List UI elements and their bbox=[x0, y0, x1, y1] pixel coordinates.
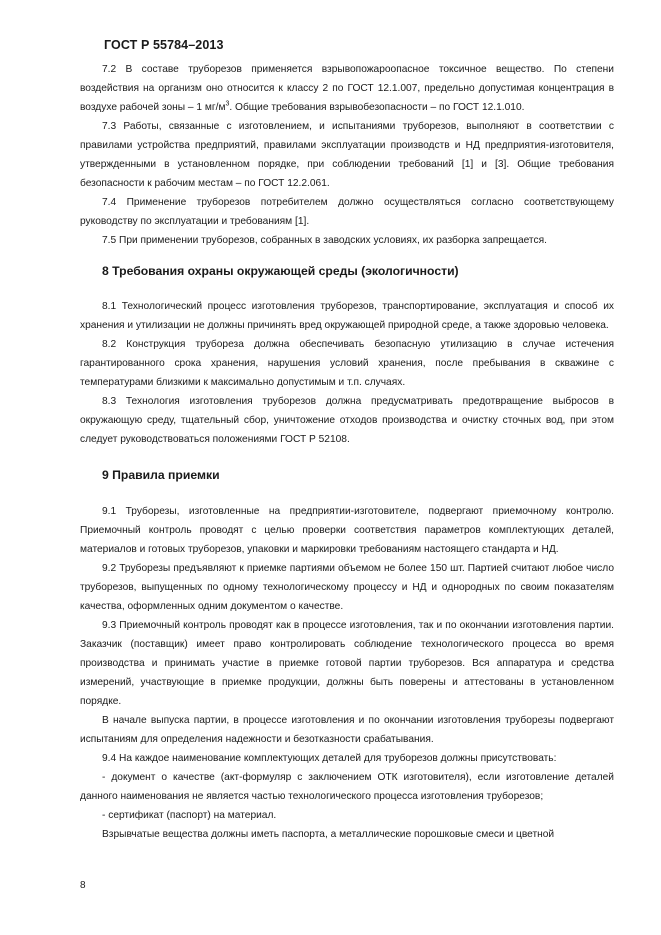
paragraph-8-2: 8.2 Конструкция трубореза должна обеспечивать безопасную утилизацию в случае истечения гарантированного срока хранения, нарушения условий хранения, после пребывания в скважине с температурами близкими к максимально допустимым и т.п. случаях. bbox=[80, 339, 614, 388]
list-item-quality-document: - документ о качестве (акт-формуляр с заключением ОТК изготовителя), если изготовление деталей данного наименования не является частью технологического процесса изготовления труборезов; bbox=[80, 772, 614, 802]
document-header: ГОСТ Р 55784–2013 bbox=[104, 38, 224, 52]
section-9-heading: 9 Правила приемки bbox=[102, 468, 220, 482]
paragraph-9-3: 9.3 Приемочный контроль проводят как в процессе изготовления, так и по окончании изготовления партии. Заказчик (поставщик) имеет право контролировать соблюдение технологического процесса во время производства и принимать участие в приемке готовой партии труборезов. Вся аппаратура и средства измерений, участвующие в приемке продукции, должны быть поверены и аттестованы в установленном порядке. bbox=[80, 620, 614, 707]
list-item-certificate: - сертификат (паспорт) на материал. bbox=[102, 810, 277, 821]
paragraph-7-5: 7.5 При применении труборезов, собранных в заводских условиях, их разборка запрещается. bbox=[102, 235, 547, 246]
paragraph-7-2-text: 7.2 В составе труборезов применяется взрывопожароопасное токсичное вещество. По степени воздействия на организм оно относится к классу 2 по ГОСТ 12.1.007, предельно допустимая концентрация в воздухе рабочей зоны – 1 мг/м bbox=[80, 64, 614, 113]
paragraph-7-3: 7.3 Работы, связанные с изготовлением, и испытаниями труборезов, выполняют в соответствии с правилами устройства предприятий, правилами эксплуатации производств и НД предприятия-изготовителя, утвержденными в установленном порядке, при соблюдении требований [1] и [3]. Общие требования безопасности к рабочим местам – по ГОСТ 12.2.061. bbox=[80, 121, 614, 189]
paragraph-9-3-cont: В начале выпуска партии, в процессе изготовления и по окончании изготовления труборезы подвергают испытаниям для определения надежности и безотказности срабатывания. bbox=[80, 715, 614, 745]
paragraph-9-4: 9.4 На каждое наименование комплектующих деталей для труборезов должны присутствовать: bbox=[102, 753, 557, 764]
page-body bbox=[80, 60, 614, 844]
paragraph-7-2 bbox=[80, 60, 614, 117]
paragraph-explosives: Взрывчатые вещества должны иметь паспорта, а металлические порошковые смеси и цветной bbox=[102, 829, 555, 840]
page-number: 8 bbox=[80, 880, 86, 891]
paragraph-9-2: 9.2 Труборезы предъявляют к приемке партиями объемом не более 150 шт. Партией считают любое число труборезов, выпущенных по одному технологическому процессу и НД и однородных по своим показателям качества, оформленных одним документом о качестве. bbox=[80, 563, 614, 612]
paragraph-7-4: 7.4 Применение труборезов потребителем должно осуществляться согласно соответствующему руководству по эксплуатации и требованиям [1]. bbox=[80, 197, 614, 227]
section-8-heading: 8 Требования охраны окружающей среды (экологичности) bbox=[102, 264, 459, 278]
paragraph-8-1: 8.1 Технологический процесс изготовления труборезов, транспортирование, эксплуатация и способ их хранения и утилизации не должны причинять вред окружающей природной среде, а также здоровью человека. bbox=[80, 301, 614, 331]
superscript-cubic: 3 bbox=[225, 100, 230, 108]
paragraph-8-3: 8.3 Технология изготовления труборезов должна предусматривать предотвращение выбросов в окружающую среду, тщательный сбор, уничтожение отходов производства и очистку сточных вод, при этом следует руководствоваться положениями ГОСТ Р 52108. bbox=[80, 396, 614, 445]
paragraph-7-2-text-end: . Общие требования взрывобезопасности – по ГОСТ 12.1.010. bbox=[229, 102, 525, 113]
paragraph-9-1: 9.1 Труборезы, изготовленные на предприятии-изготовителе, подвергают приемочному контролю. Приемочный контроль проводят с целью проверки соответствия параметров комплектующих деталей, материалов и готовых труборезов, упаковки и маркировки требованиям настоящего стандарта и НД. bbox=[80, 506, 614, 555]
